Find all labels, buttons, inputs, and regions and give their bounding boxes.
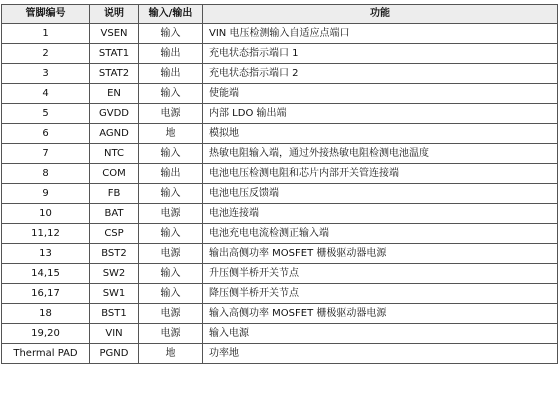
pin-name-cell: VSEN bbox=[90, 24, 139, 44]
pin-number-cell: 8 bbox=[2, 164, 90, 184]
table-row bbox=[2, 124, 558, 144]
table-row bbox=[2, 264, 558, 284]
table-row bbox=[2, 324, 558, 344]
table-row bbox=[2, 44, 558, 64]
header-io: 输入/输出 bbox=[139, 5, 203, 24]
table-row bbox=[2, 64, 558, 84]
pin-name-cell: SW1 bbox=[90, 284, 139, 304]
pin-name-cell: STAT1 bbox=[90, 44, 139, 64]
pin-number-cell: 9 bbox=[2, 184, 90, 204]
table-body bbox=[2, 24, 558, 364]
pin-name-cell: BAT bbox=[90, 204, 139, 224]
table-header-row bbox=[2, 5, 558, 24]
function-cell: 充电状态指示端口 1 bbox=[203, 44, 558, 64]
pin-name-cell: GVDD bbox=[90, 104, 139, 124]
function-cell: VIN 电压检测输入自适应点端口 bbox=[203, 24, 558, 44]
pin-number-cell: 13 bbox=[2, 244, 90, 264]
table-row bbox=[2, 184, 558, 204]
table-row bbox=[2, 224, 558, 244]
pin-number-cell: 3 bbox=[2, 64, 90, 84]
pin-name-cell: BST2 bbox=[90, 244, 139, 264]
pin-number-cell: 6 bbox=[2, 124, 90, 144]
function-cell: 电池电压反馈端 bbox=[203, 184, 558, 204]
header-pin-number: 管脚编号 bbox=[2, 5, 90, 24]
io-type-cell: 输入 bbox=[139, 224, 203, 244]
pin-number-cell: Thermal PAD bbox=[2, 344, 90, 364]
pin-number-cell: 11,12 bbox=[2, 224, 90, 244]
io-type-cell: 输入 bbox=[139, 144, 203, 164]
function-cell: 升压侧半桥开关节点 bbox=[203, 264, 558, 284]
header-function: 功能 bbox=[203, 5, 558, 24]
io-type-cell: 电源 bbox=[139, 304, 203, 324]
table-row bbox=[2, 84, 558, 104]
io-type-cell: 输入 bbox=[139, 84, 203, 104]
table-row bbox=[2, 344, 558, 364]
table-row bbox=[2, 24, 558, 44]
table-row bbox=[2, 104, 558, 124]
function-cell: 电池充电电流检测正输入端 bbox=[203, 224, 558, 244]
pin-number-cell: 1 bbox=[2, 24, 90, 44]
pin-number-cell: 16,17 bbox=[2, 284, 90, 304]
pin-number-cell: 7 bbox=[2, 144, 90, 164]
table-row bbox=[2, 244, 558, 264]
table-row bbox=[2, 304, 558, 324]
table-row bbox=[2, 164, 558, 184]
io-type-cell: 输出 bbox=[139, 164, 203, 184]
io-type-cell: 输入 bbox=[139, 264, 203, 284]
pin-name-cell: AGND bbox=[90, 124, 139, 144]
pin-name-cell: FB bbox=[90, 184, 139, 204]
pin-name-cell: BST1 bbox=[90, 304, 139, 324]
pin-name-cell: SW2 bbox=[90, 264, 139, 284]
function-cell: 降压侧半桥开关节点 bbox=[203, 284, 558, 304]
io-type-cell: 输出 bbox=[139, 44, 203, 64]
pin-number-cell: 4 bbox=[2, 84, 90, 104]
pin-table-container bbox=[1, 4, 557, 364]
pin-number-cell: 19,20 bbox=[2, 324, 90, 344]
table-row bbox=[2, 144, 558, 164]
pin-name-cell: VIN bbox=[90, 324, 139, 344]
pin-number-cell: 10 bbox=[2, 204, 90, 224]
function-cell: 使能端 bbox=[203, 84, 558, 104]
function-cell: 输出高侧功率 MOSFET 栅极驱动器电源 bbox=[203, 244, 558, 264]
pin-number-cell: 5 bbox=[2, 104, 90, 124]
function-cell: 电池电压检测电阻和芯片内部开关管连接端 bbox=[203, 164, 558, 184]
pin-number-cell: 14,15 bbox=[2, 264, 90, 284]
pin-number-cell: 2 bbox=[2, 44, 90, 64]
function-cell: 充电状态指示端口 2 bbox=[203, 64, 558, 84]
io-type-cell: 输入 bbox=[139, 184, 203, 204]
table-row bbox=[2, 204, 558, 224]
io-type-cell: 地 bbox=[139, 124, 203, 144]
pin-name-cell: NTC bbox=[90, 144, 139, 164]
io-type-cell: 电源 bbox=[139, 104, 203, 124]
pin-name-cell: CSP bbox=[90, 224, 139, 244]
io-type-cell: 电源 bbox=[139, 204, 203, 224]
function-cell: 内部 LDO 输出端 bbox=[203, 104, 558, 124]
pin-description-table bbox=[1, 4, 558, 364]
function-cell: 模拟地 bbox=[203, 124, 558, 144]
table-row bbox=[2, 284, 558, 304]
pin-name-cell: EN bbox=[90, 84, 139, 104]
function-cell: 输入电源 bbox=[203, 324, 558, 344]
io-type-cell: 输入 bbox=[139, 24, 203, 44]
header-description: 说明 bbox=[90, 5, 139, 24]
function-cell: 输入高侧功率 MOSFET 栅极驱动器电源 bbox=[203, 304, 558, 324]
io-type-cell: 电源 bbox=[139, 324, 203, 344]
pin-name-cell: PGND bbox=[90, 344, 139, 364]
function-cell: 电池连接端 bbox=[203, 204, 558, 224]
io-type-cell: 输出 bbox=[139, 64, 203, 84]
function-cell: 热敏电阻输入端，通过外接热敏电阻检测电池温度 bbox=[203, 144, 558, 164]
function-cell: 功率地 bbox=[203, 344, 558, 364]
io-type-cell: 地 bbox=[139, 344, 203, 364]
pin-name-cell: COM bbox=[90, 164, 139, 184]
io-type-cell: 电源 bbox=[139, 244, 203, 264]
pin-name-cell: STAT2 bbox=[90, 64, 139, 84]
pin-number-cell: 18 bbox=[2, 304, 90, 324]
io-type-cell: 输入 bbox=[139, 284, 203, 304]
